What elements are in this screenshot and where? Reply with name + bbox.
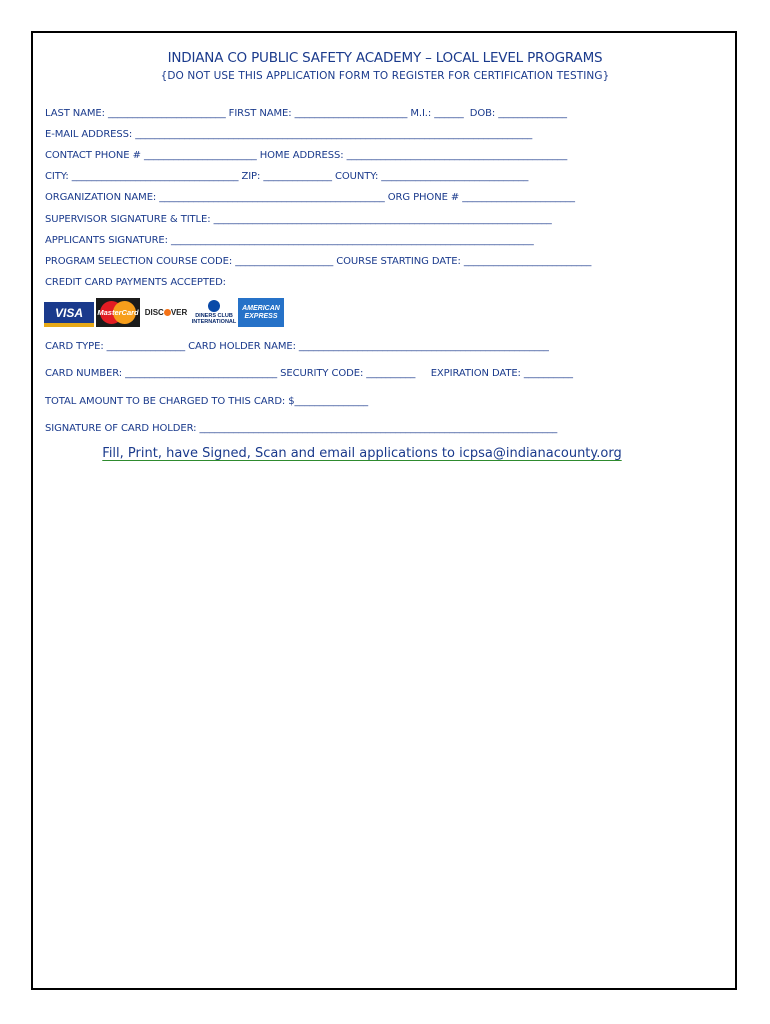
amex-label-b: EXPRESS [244,312,278,320]
email-field-line[interactable]: E-MAIL ADDRESS: _________________________________________________________________________________ [45,129,533,140]
credit-card-logos [44,298,284,328]
city-zip-county-field-line[interactable]: CITY: __________________________________ ZIP: ______________ COUNTY: ______________________________ [45,171,529,182]
discover-label-b: VER [170,308,188,317]
payments-accepted-label: CREDIT CARD PAYMENTS ACCEPTED: [45,277,226,288]
discover-label-a: DISC [144,308,164,317]
course-field-line[interactable]: PROGRAM SELECTION COURSE CODE: ____________________ COURSE STARTING DATE: __________________________ [45,256,592,267]
card-type-field-line[interactable]: CARD TYPE: ________________ CARD HOLDER NAME: ___________________________________________________ [45,341,549,352]
amex-label-a: AMERICAN [242,304,280,312]
total-amount-field-line[interactable]: TOTAL AMOUNT TO BE CHARGED TO THIS CARD: $_______________ [45,396,369,407]
card-holder-signature-field-line[interactable]: SIGNATURE OF CARD HOLDER: _________________________________________________________________________ [45,423,558,434]
applicant-signature-field-line[interactable]: APPLICANTS SIGNATURE: __________________________________________________________________________ [45,235,534,246]
phone-address-field-line[interactable]: CONTACT PHONE # _______________________ HOME ADDRESS: _____________________________________________ [45,150,568,161]
card-number-field-line[interactable]: CARD NUMBER: _______________________________ SECURITY CODE: __________ EXPIRATION DATE: __________ [45,368,573,379]
visa-logo: VISA [44,298,94,327]
form-subtitle: {DO NOT USE THIS APPLICATION FORM TO REGISTER FOR CERTIFICATION TESTING} [160,70,610,82]
mastercard-logo [96,298,140,327]
email-instruction-link[interactable]: Fill, Print, have Signed, Scan and email applications to icpsa@indianacounty.org [102,446,622,461]
discover-logo [142,298,190,327]
mastercard-label: MasterCard [97,308,139,317]
diners-label-b: INTERNATIONAL [191,319,237,325]
form-title: INDIANA CO PUBLIC SAFETY ACADEMY – LOCAL LEVEL PROGRAMS [167,50,603,66]
name-dob-field-line[interactable]: LAST NAME: ________________________ FIRST NAME: _______________________ M.I.: ______ DOB: ______________ [45,108,567,119]
diners-label-a: DINERS CLUB [195,313,233,319]
american-express-logo [238,298,284,327]
organization-field-line[interactable]: ORGANIZATION NAME: ______________________________________________ ORG PHONE # _______________________ [45,192,575,203]
diners-club-logo [192,298,236,327]
supervisor-signature-field-line[interactable]: SUPERVISOR SIGNATURE & TITLE: _____________________________________________________________________ [45,214,552,225]
